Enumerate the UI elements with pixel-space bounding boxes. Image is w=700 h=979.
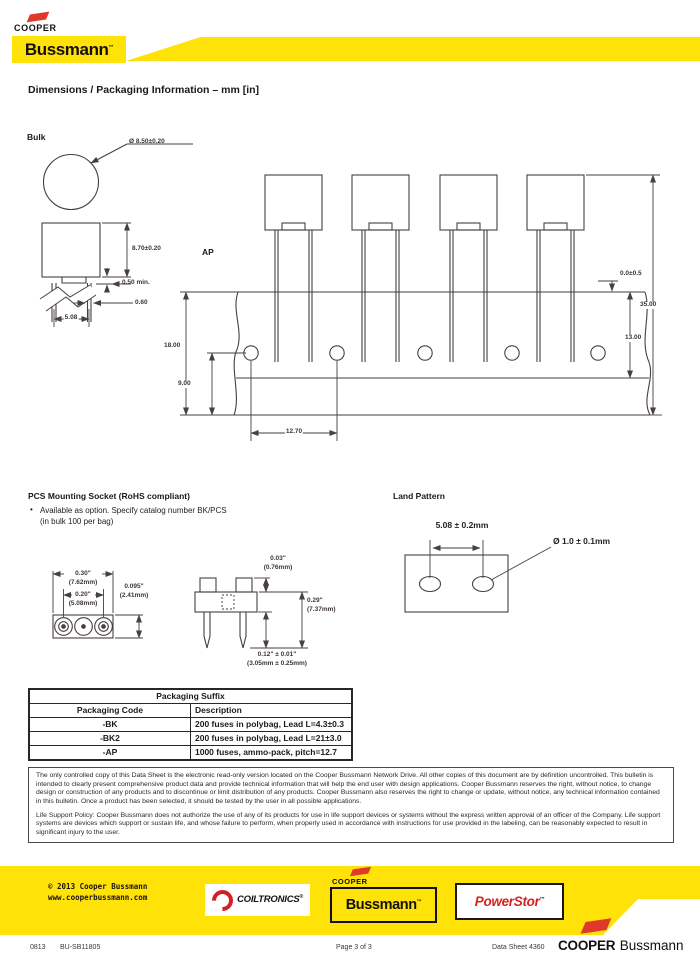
bullet-icon: • bbox=[30, 505, 33, 514]
bussmann-box bbox=[330, 887, 437, 923]
disclaimer-paragraph-1: The only controlled copy of this Data Sheet is the electronic read-only version located on the Cooper Bussmann Network Drive. All other copies of this document are by definition uncontrolled. This bulletin is intended to clearly present comprehensive product data and provide technical information that will help the end user with design applications. Cooper Bussmann reserves the right, without notice, to change design or construction of any products and to discontinue or limit distribution of any products. Cooper Bussmann also reserves the right to change or update, without notice, any technical information contained in this bulletin. Once a product has been selected, it should be tested by the user in all possible applications. bbox=[36, 772, 660, 805]
col-header-code: Packaging Code bbox=[29, 704, 191, 718]
ap-tape-width-dim: 18.00 bbox=[164, 342, 181, 349]
socket-width-in: 0.30" bbox=[75, 570, 91, 577]
socket-boss-in: 0.03" bbox=[270, 555, 286, 562]
page-title: Dimensions / Packaging Information – mm [in] bbox=[28, 84, 260, 96]
ap-label: AP bbox=[202, 247, 214, 257]
cooper-bussmann-logo bbox=[558, 937, 684, 955]
row-code: -BK bbox=[29, 718, 191, 732]
row-desc: 200 fuses in polybag, Lead L=21±3.0 bbox=[191, 732, 353, 746]
bussmann-wordmark: Bussmann™ bbox=[345, 897, 422, 913]
socket-boss-mm: (0.76mm) bbox=[263, 564, 293, 571]
row-desc: 1000 fuses, ammo-pack, pitch=12.7 bbox=[191, 746, 353, 761]
socket-pitch-mm: (5.08mm) bbox=[68, 600, 98, 607]
bussmann-wordmark: Bussmann bbox=[619, 938, 684, 953]
socket-depth-mm: (7.37mm) bbox=[307, 606, 336, 613]
socket-bullet-line1: Available as option. Specify catalog number BK/PCS bbox=[40, 506, 227, 515]
footer-issue-code: 0813 bbox=[30, 944, 46, 951]
socket-pin-in: 0.12" ± 0.01" bbox=[257, 651, 297, 658]
ap-drawing bbox=[180, 175, 662, 441]
coiltronics-wordmark: COILTRONICS® bbox=[236, 894, 304, 906]
footer-form-number: BU-SB11805 bbox=[60, 944, 101, 951]
row-code: -BK2 bbox=[29, 732, 191, 746]
cooper-wordmark: COOPER bbox=[558, 938, 616, 953]
table-title: Packaging Suffix bbox=[29, 689, 352, 704]
socket-pitch-in: 0.20" bbox=[75, 591, 91, 598]
land-pattern-heading: Land Pattern bbox=[393, 491, 445, 501]
disclaimer-box bbox=[28, 767, 674, 843]
bulk-label: Bulk bbox=[27, 132, 46, 142]
website-line: www.cooperbussmann.com bbox=[48, 892, 148, 902]
socket-pin-mm: (3.05mm ± 0.25mm) bbox=[247, 660, 307, 667]
socket-width-mm: (7.62mm) bbox=[68, 579, 98, 586]
footer-datasheet-number: Data Sheet 4360 bbox=[492, 944, 545, 951]
coiltronics-icon bbox=[208, 885, 238, 915]
packaging-suffix-table bbox=[28, 688, 353, 761]
bulk-height-dim: 8.70±0.20 bbox=[132, 245, 161, 252]
table-row bbox=[29, 746, 352, 761]
socket-bullet-line2: (in bulk 100 per bag) bbox=[40, 517, 114, 526]
cooper-wordmark: COOPER bbox=[14, 23, 57, 33]
cooper-wordmark: COOPER bbox=[332, 877, 368, 886]
table-row bbox=[29, 732, 352, 746]
copyright-line: © 2013 Cooper Bussmann bbox=[48, 882, 148, 891]
coiltronics-logo bbox=[205, 884, 310, 916]
ap-lead-length-dim: 13.00 bbox=[625, 334, 642, 341]
col-header-desc: Description bbox=[191, 704, 353, 718]
bulk-standoff-dim: 0.50 min. bbox=[122, 279, 150, 286]
ap-pitch-dim: 12.70 bbox=[285, 428, 303, 435]
socket-side-view bbox=[195, 578, 308, 648]
land-pattern-drawing bbox=[405, 540, 551, 612]
socket-height-mm: (2.41mm) bbox=[119, 592, 149, 599]
socket-height-in: 0.095" bbox=[124, 583, 144, 590]
ap-seating-dim: 0.0±0.5 bbox=[620, 270, 642, 277]
land-pitch-dim: 5.08 ± 0.2mm bbox=[435, 520, 489, 530]
powerstor-logo bbox=[455, 883, 564, 920]
bussmann-wordmark: Bussmann™ bbox=[24, 39, 114, 59]
disclaimer-paragraph-2: Life Support Policy: Cooper Bussmann does not authorize the use of any of its products for use in life support devices or systems without the express written approval of an officer of the Company. Life support systems are devices which support or sustain life, and whose failure to perform, when properly used in accordance with instructions for use provided in the labeling, can be reasonably expected to result in significant injury to the user. bbox=[36, 811, 661, 836]
bulk-lead-dia-dim: 0.60 bbox=[135, 299, 148, 306]
bulk-drawing bbox=[40, 144, 193, 327]
ap-hole-offset-dim: 9.00 bbox=[178, 380, 191, 387]
row-code: -AP bbox=[29, 746, 191, 761]
table-row bbox=[29, 718, 352, 732]
footer-copyright bbox=[48, 882, 147, 904]
socket-depth-in: 0.29" bbox=[307, 597, 323, 604]
cooper-flag-icon bbox=[350, 867, 371, 877]
bulk-dia-dim: Ø 8.50±0.20 bbox=[129, 138, 165, 145]
row-desc: 200 fuses in polybag, Lead L=4.3±0.3 bbox=[191, 718, 353, 732]
socket-heading: PCS Mounting Socket (RoHS compliant) bbox=[28, 491, 190, 501]
ap-overall-dim: 35.00 bbox=[640, 301, 657, 308]
bulk-pitch-dim: 5.08 bbox=[64, 314, 78, 321]
powerstor-wordmark: PowerStor™ bbox=[474, 894, 545, 909]
bussmann-footer-logo bbox=[330, 866, 437, 922]
land-hole-dim: Ø 1.0 ± 0.1mm bbox=[553, 536, 611, 546]
footer-page-number: Page 3 of 3 bbox=[336, 944, 372, 951]
